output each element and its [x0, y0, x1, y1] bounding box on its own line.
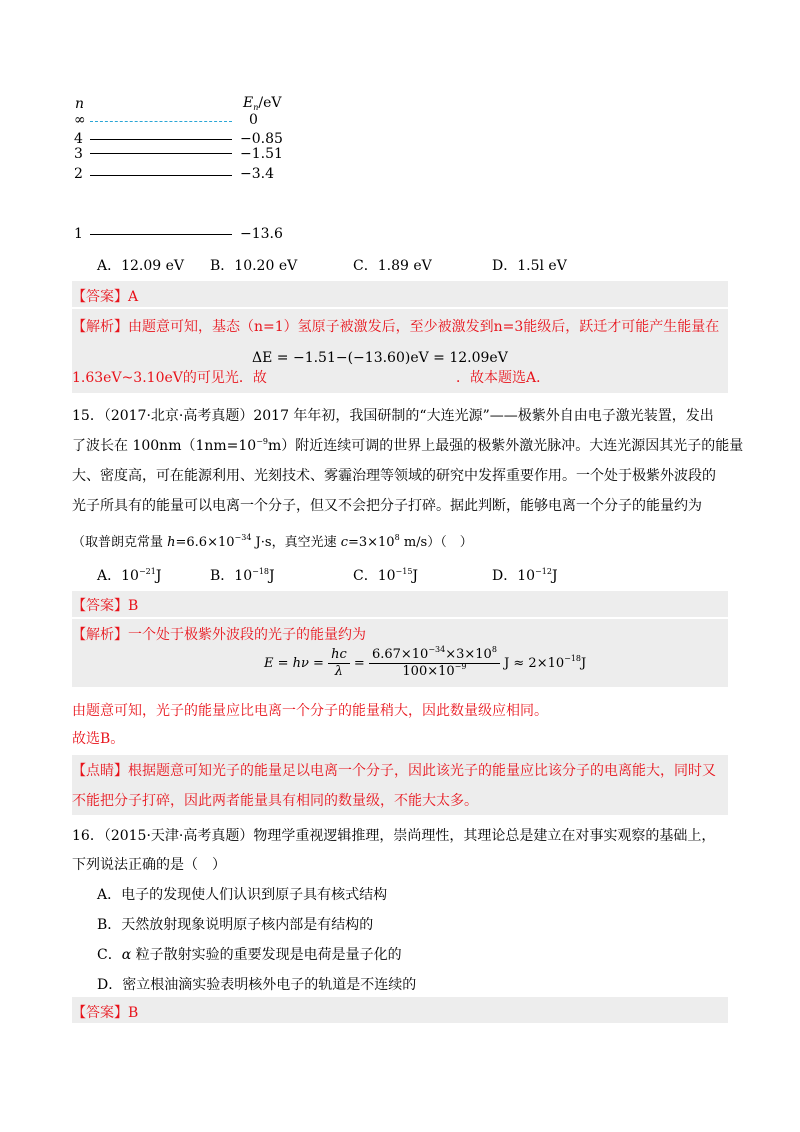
q16-option-d[interactable]: D．密立根油滴实验表明核外电子的轨道是不连续的 [97, 977, 417, 993]
q14-answer-box [72, 281, 728, 307]
q16-line2: 下列说法正确的是（ ） [72, 857, 226, 873]
q15-line2: 了波长在 $100nm(1nm=10^{-9}m)$附近连续可调的世界上最强的极紫外激光脉冲。大连光源因其光子的能量 [72, 437, 744, 454]
q15-line5: （取普朗克常量 $h=6.6\times 10^{-34}$ J·s，真空光速 $c=3\times 10^8$ m/s）（ ） [72, 533, 473, 550]
level-1-line [90, 234, 232, 235]
level-2-energy: −3.4 [240, 166, 274, 182]
q15-comment-line2: 不能把分子打碎，因此两者能量具有相同的数量级，不能大太多。 [72, 793, 478, 809]
q16-line1: 16．（2015·天津·高考真题）物理学重视逻辑推理，崇尚理性，其理论总是建立在对事实观察的基础上， [72, 828, 716, 844]
q14-option-b[interactable]: B．10.20 eV [210, 258, 298, 274]
q14-analysis-line2a: 1.63eV~3.10eV的可见光．故 [72, 370, 267, 386]
q15-option-b[interactable]: B．$10^{-18}J$ [210, 567, 275, 584]
q16-option-c[interactable]: C．α 粒子散射实验的重要发现是电荷是量子化的 [97, 947, 402, 963]
q15-answer: 【答案】B [72, 598, 139, 614]
e-header: $E_n/eV$ [243, 95, 282, 112]
q15-analysis-line2: 由题意可知，光子的能量应比电离一个分子的能量稍大，因此数量级应相同。 [72, 703, 548, 719]
q14-option-a[interactable]: A．12.09 eV [97, 258, 185, 274]
level-3-line [90, 153, 232, 154]
level-2-label: 2 [74, 166, 83, 182]
q15-option-d[interactable]: D．$10^{-12}J$ [492, 567, 558, 584]
level-3-energy: −1.51 [240, 146, 283, 162]
q15-option-a[interactable]: A．$10^{-21}J$ [97, 567, 162, 584]
level-inf-energy: 0 [249, 112, 258, 128]
q14-analysis-line1: 【解析】由题意可知，基态（n=1）氢原子被激发后，至少被激发到n=3能级后，跃迁才可能产生能量在 [72, 319, 720, 335]
q14-option-d[interactable]: D．1.5l eV [492, 258, 567, 274]
q15-analysis-line3: 故选B。 [72, 731, 125, 747]
q15-answer-box [72, 591, 728, 617]
q14-analysis-line2b: ．故本题选A． [456, 370, 551, 386]
q16-answer-box [72, 997, 728, 1023]
q15-option-c[interactable]: C．$10^{-15}J$ [353, 567, 419, 584]
q16-option-b[interactable]: B．天然放射现象说明原子核内部是有结构的 [97, 917, 374, 933]
q15-line3: 大、密度高，可在能源利用、光刻技术、雾霾治理等领域的研究中发挥重要作用。一个处于极紫外波段的 [72, 468, 716, 484]
q15-comment-line1: 【点睛】根据题意可知光子的能量足以电离一个分子，因此该光子的能量应比该分子的电离能大，同时又 [72, 763, 716, 779]
level-4-energy: −0.85 [240, 131, 283, 147]
q16-option-a[interactable]: A．电子的发现使人们认识到原子具有核式结构 [97, 887, 388, 903]
q15-line4: 光子所具有的能量可以电离一个分子，但又不会把分子打碎。据此判断，能够电离一个分子的能量约为 [72, 498, 702, 514]
n-header: n [75, 96, 85, 112]
q14-answer: 【答案】A [72, 289, 139, 305]
q15-line1: 15．（2017·北京·高考真题）2017 年年初，我国研制的“大连光源”——极紫外自由电子激光装置，发出 [72, 408, 714, 424]
level-inf-label: ∞ [74, 112, 86, 128]
level-3-label: 3 [74, 146, 83, 162]
q16-answer: 【答案】B [72, 1005, 139, 1021]
level-1-energy: −13.6 [240, 226, 283, 242]
q15-formula: E = hν = $\frac{hc}{\lambda}$ = $\frac{6.67\times 10^{-34}\times 3\times 10^8}{100\times 10^{-9}}$ $J \approx 2\times 10^{-18}J$ [264, 645, 587, 679]
q14-option-c[interactable]: C．1.89 eV [353, 258, 432, 274]
level-4-label: 4 [74, 131, 83, 147]
level-2-line [90, 175, 232, 176]
level-inf-line [90, 121, 232, 122]
level-4-line [90, 139, 232, 140]
q14-analysis-formula: ΔE = −1.51−(−13.60)eV = 12.09eV [252, 350, 508, 366]
level-1-label: 1 [74, 226, 83, 242]
q15-analysis-line1: 【解析】一个处于极紫外波段的光子的能量约为 [72, 627, 366, 643]
